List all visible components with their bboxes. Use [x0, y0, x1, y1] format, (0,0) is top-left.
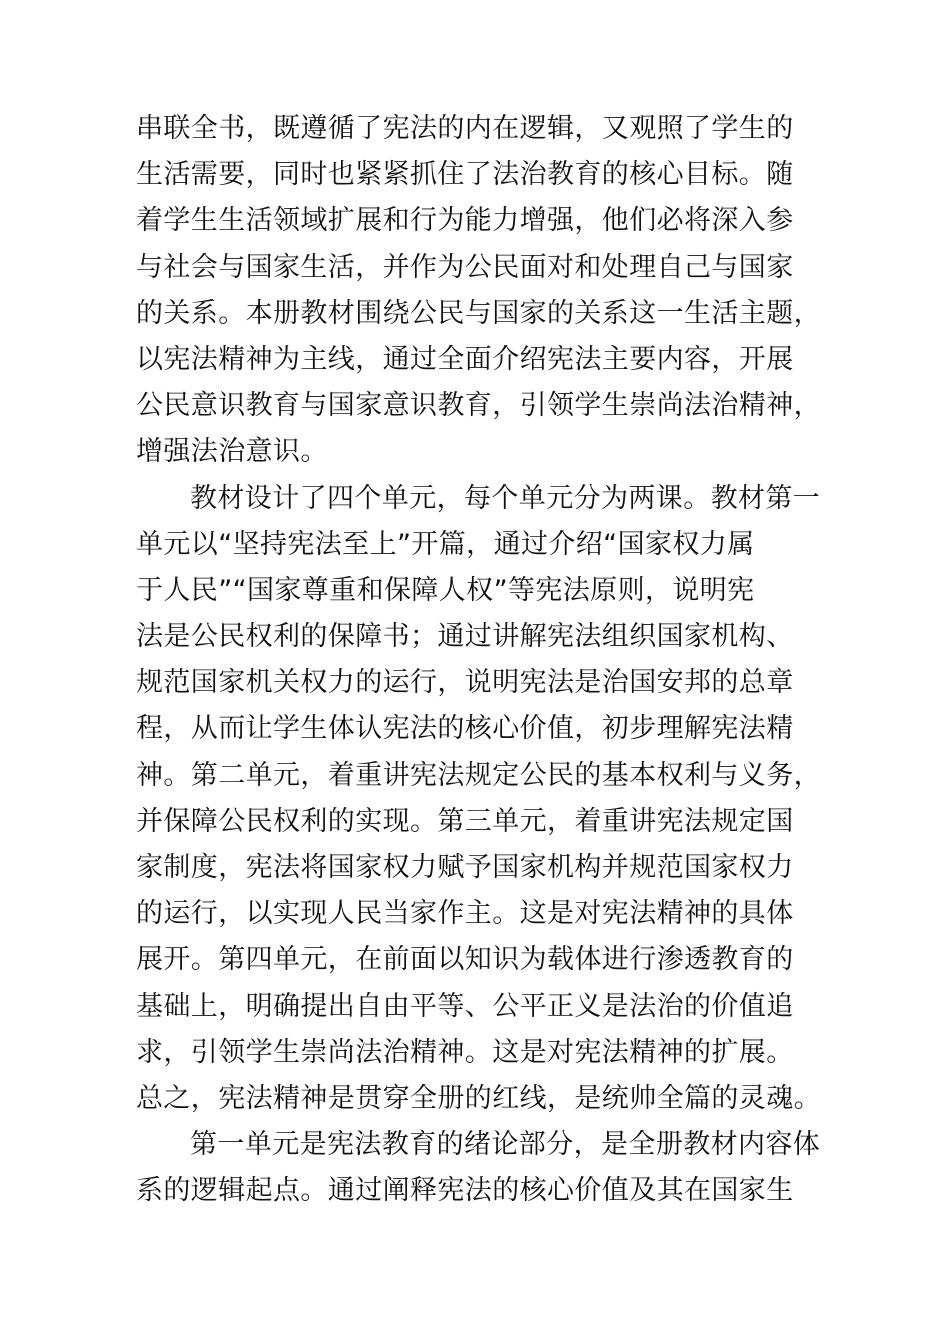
body-text [136, 106, 836, 1215]
text-line: 公民意识教育与国家意识教育，引领学生崇尚法治精神， [136, 390, 821, 422]
text-line-indented: 第一单元是宪法教育的绪论部分，是全册教材内容体 [190, 1129, 821, 1161]
text-line: 法是公民权利的保障书；通过讲解宪法组织国家机构、 [136, 621, 794, 653]
text-line: 神。第二单元，着重讲宪法规定公民的基本权利与义务， [136, 759, 821, 791]
text-line: 于人民”“国家尊重和保障人权”等宪法原则，说明宪 [136, 574, 755, 606]
text-line: 增强法治意识。 [136, 436, 328, 468]
text-line: 的关系。本册教材围绕公民与国家的关系这一生活主题， [136, 297, 821, 329]
paragraph-1 [136, 106, 836, 476]
text-line: 家制度，宪法将国家权力赋予国家机构并规范国家权力 [136, 852, 794, 883]
text-line: 生活需要，同时也紧紧抓住了法治教育的核心目标。随 [136, 159, 794, 191]
text-line: 单元以“坚持宪法至上”开篇，通过介绍“国家权力属 [136, 528, 755, 560]
text-line: 基础上，明确提出自由平等、公平正义是法治的价值追 [136, 990, 794, 1022]
text-line: 的运行，以实现人民当家作主。这是对宪法精神的具体 [136, 898, 794, 930]
paragraph-2 [136, 476, 836, 1123]
text-line: 求，引领学生崇尚法治精神。这是对宪法精神的扩展。 [136, 1036, 794, 1068]
text-line: 以宪法精神为主线，通过全面介绍宪法主要内容，开展 [136, 343, 794, 375]
text-line: 程，从而让学生体认宪法的核心价值，初步理解宪法精 [136, 713, 794, 745]
text-line: 展开。第四单元，在前面以知识为载体进行渗透教育的 [136, 944, 794, 976]
text-line-indented: 教材设计了四个单元，每个单元分为两课。教材第一 [190, 482, 821, 514]
text-line: 总之，宪法精神是贯穿全册的红线，是统帅全篇的灵魂。 [136, 1082, 821, 1114]
text-line: 系的逻辑起点。通过阐释宪法的核心价值及其在国家生 [136, 1175, 794, 1207]
text-line: 并保障公民权利的实现。第三单元，着重讲宪法规定国 [136, 805, 794, 837]
text-line: 着学生生活领域扩展和行为能力增强，他们必将深入参 [136, 205, 794, 237]
text-line: 规范国家机关权力的运行，说明宪法是治国安邦的总章 [136, 667, 794, 699]
paragraph-3 [136, 1122, 836, 1214]
text-line: 串联全书，既遵循了宪法的内在逻辑，又观照了学生的 [136, 113, 794, 144]
text-line: 与社会与国家生活，并作为公民面对和处理自己与国家 [136, 251, 794, 283]
